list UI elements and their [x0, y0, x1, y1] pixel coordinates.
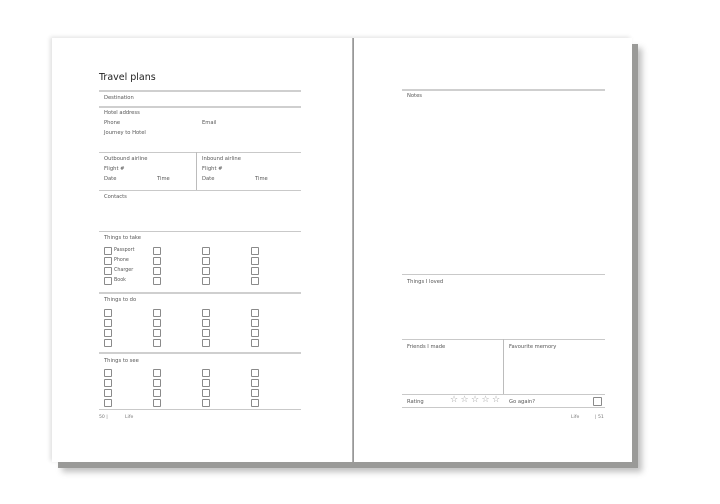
checklist-checkbox[interactable] — [202, 389, 210, 397]
outbound-airline-label[interactable]: Outbound airline — [104, 156, 148, 162]
checklist-checkbox[interactable] — [104, 309, 112, 317]
checklist-checkbox[interactable] — [104, 339, 112, 347]
checklist-checkbox[interactable] — [202, 319, 210, 327]
checklist-checkbox[interactable] — [202, 309, 210, 317]
divider — [99, 106, 301, 108]
star-icon[interactable]: ☆ — [460, 395, 469, 405]
divider — [99, 152, 301, 153]
right-page — [354, 38, 632, 462]
footer-section: Life — [571, 415, 580, 420]
footer-section: Life — [125, 415, 134, 420]
divider — [402, 394, 605, 395]
checklist-checkbox[interactable] — [104, 379, 112, 387]
journey-to-hotel-label[interactable]: Journey to Hotel — [104, 130, 146, 136]
checklist-checkbox[interactable] — [153, 267, 161, 275]
checklist-checkbox[interactable] — [251, 369, 259, 377]
checklist-checkbox[interactable] — [251, 379, 259, 387]
things-to-take-label: Things to take — [104, 235, 141, 241]
checklist-checkbox[interactable] — [251, 339, 259, 347]
divider — [402, 274, 605, 275]
checklist-checkbox[interactable] — [251, 399, 259, 407]
checklist-checkbox[interactable] — [202, 339, 210, 347]
column-divider — [503, 339, 504, 395]
things-to-see-label: Things to see — [104, 358, 139, 364]
divider — [99, 231, 301, 232]
checklist-item-label: Book — [114, 277, 126, 283]
checklist-checkbox[interactable] — [153, 247, 161, 255]
column-divider — [196, 152, 197, 190]
star-icon[interactable]: ☆ — [450, 395, 459, 405]
checklist-checkbox[interactable] — [251, 309, 259, 317]
checklist-checkbox[interactable] — [202, 247, 210, 255]
checklist-checkbox[interactable] — [251, 329, 259, 337]
friends-made-label[interactable]: Friends I made — [407, 344, 446, 350]
checklist-checkbox[interactable] — [202, 277, 210, 285]
checklist-checkbox[interactable] — [153, 277, 161, 285]
contacts-label[interactable]: Contacts — [104, 194, 127, 200]
checklist-item-label: Charger — [114, 267, 134, 273]
checklist-item-label: Passport — [114, 247, 135, 253]
checklist-checkbox[interactable] — [202, 329, 210, 337]
page-number: | 51 — [595, 415, 604, 420]
star-icon[interactable]: ☆ — [471, 395, 480, 405]
checklist-checkbox[interactable] — [104, 277, 112, 285]
checklist-item-label: Phone — [114, 257, 129, 263]
hotel-address-label[interactable]: Hotel address — [104, 110, 140, 116]
checklist-checkbox[interactable] — [104, 257, 112, 265]
inbound-flight-label[interactable]: Flight # — [202, 166, 223, 172]
checklist-checkbox[interactable] — [104, 399, 112, 407]
checklist-checkbox[interactable] — [251, 389, 259, 397]
checklist-checkbox[interactable] — [153, 329, 161, 337]
go-again-checkbox[interactable] — [593, 397, 602, 406]
inbound-date-label[interactable]: Date — [202, 176, 215, 182]
divider — [99, 292, 301, 294]
checklist-checkbox[interactable] — [251, 247, 259, 255]
things-i-loved-label[interactable]: Things I loved — [407, 279, 444, 285]
star-icon[interactable]: ☆ — [492, 395, 501, 405]
checklist-checkbox[interactable] — [202, 267, 210, 275]
things-to-do-label: Things to do — [104, 297, 137, 303]
checklist-checkbox[interactable] — [202, 257, 210, 265]
rating-label: Rating — [407, 399, 424, 405]
checklist-checkbox[interactable] — [202, 399, 210, 407]
checklist-checkbox[interactable] — [251, 277, 259, 285]
divider — [402, 89, 605, 91]
checklist-checkbox[interactable] — [104, 247, 112, 255]
checklist-checkbox[interactable] — [153, 369, 161, 377]
favourite-memory-label[interactable]: Favourite memory — [509, 344, 557, 350]
checklist-checkbox[interactable] — [153, 339, 161, 347]
outbound-date-label[interactable]: Date — [104, 176, 117, 182]
inbound-airline-label[interactable]: Inbound airline — [202, 156, 241, 162]
notebook-spread — [52, 38, 632, 462]
divider — [402, 407, 605, 408]
star-icon[interactable]: ☆ — [481, 395, 490, 405]
checklist-checkbox[interactable] — [104, 369, 112, 377]
checklist-checkbox[interactable] — [104, 267, 112, 275]
divider — [99, 90, 301, 92]
divider — [99, 352, 301, 354]
checklist-checkbox[interactable] — [104, 389, 112, 397]
checklist-checkbox[interactable] — [104, 319, 112, 327]
page-number: 50 | — [99, 415, 108, 420]
inbound-time-label[interactable]: Time — [255, 176, 268, 182]
checklist-checkbox[interactable] — [153, 257, 161, 265]
checklist-checkbox[interactable] — [202, 379, 210, 387]
page-title: Travel plans — [99, 72, 156, 83]
checklist-checkbox[interactable] — [251, 257, 259, 265]
checklist-checkbox[interactable] — [251, 319, 259, 327]
divider — [99, 190, 301, 191]
outbound-flight-label[interactable]: Flight # — [104, 166, 125, 172]
checklist-checkbox[interactable] — [153, 399, 161, 407]
checklist-checkbox[interactable] — [104, 329, 112, 337]
destination-label[interactable]: Destination — [104, 95, 134, 101]
notes-label[interactable]: Notes — [407, 93, 422, 99]
checklist-checkbox[interactable] — [153, 319, 161, 327]
checklist-checkbox[interactable] — [251, 267, 259, 275]
outbound-time-label[interactable]: Time — [157, 176, 170, 182]
checklist-checkbox[interactable] — [153, 389, 161, 397]
checklist-checkbox[interactable] — [153, 379, 161, 387]
left-page — [52, 38, 352, 462]
email-label[interactable]: Email — [202, 120, 217, 126]
divider — [99, 409, 301, 410]
go-again-label: Go again? — [509, 399, 535, 405]
checklist-checkbox[interactable] — [202, 369, 210, 377]
checklist-checkbox[interactable] — [153, 309, 161, 317]
phone-label[interactable]: Phone — [104, 120, 121, 126]
